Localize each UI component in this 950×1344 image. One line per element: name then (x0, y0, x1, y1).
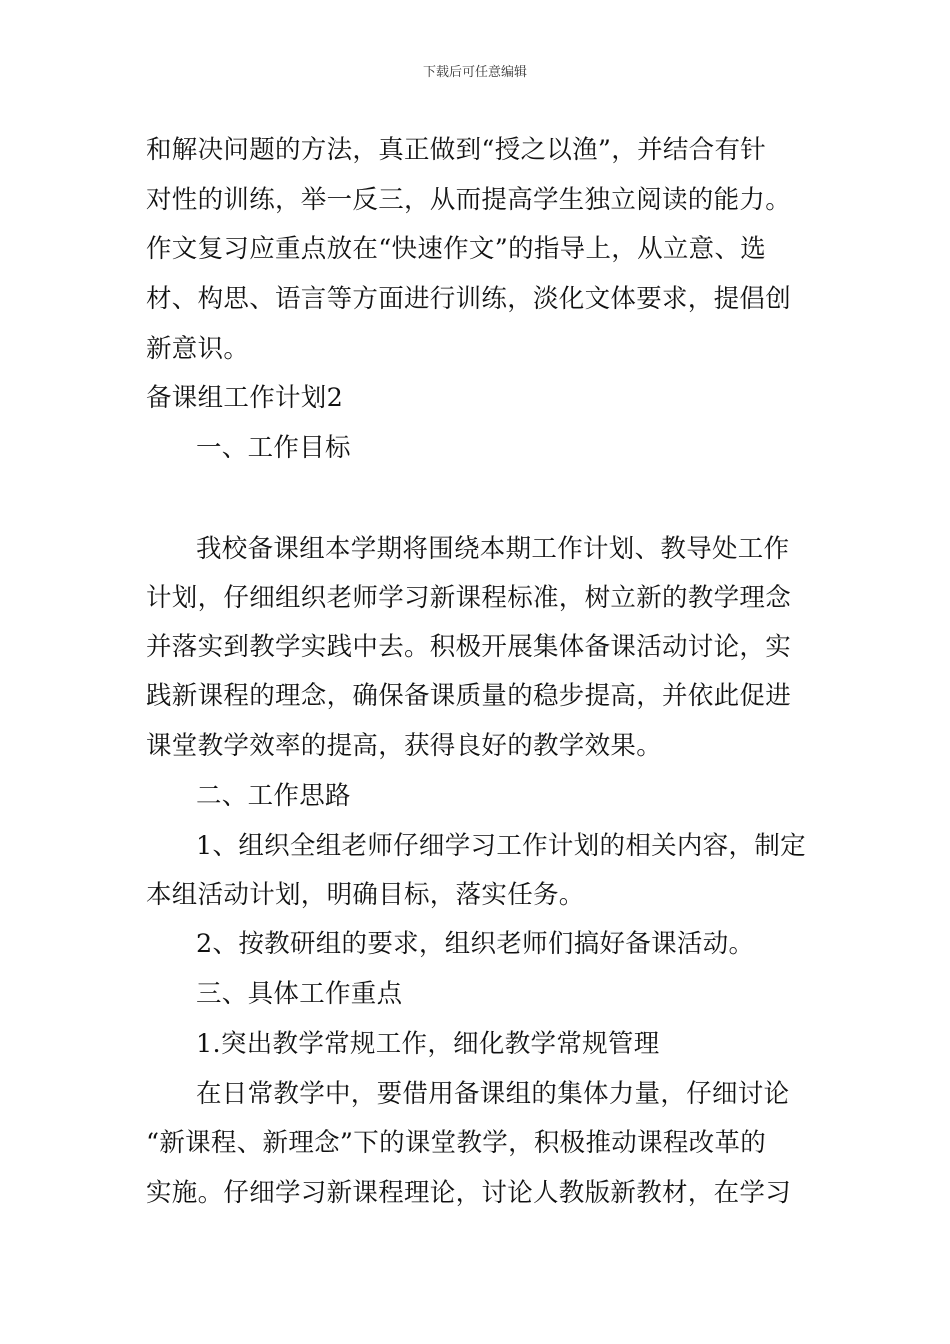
body-line: 计划，仔细组织老师学习新课程标准，树立新的教学理念 (146, 583, 792, 613)
subsection-heading: 1.突出教学常规工作，细化教学常规管理 (196, 1029, 660, 1059)
section-heading: 一、工作目标 (196, 433, 351, 463)
body-line: 和解决问题的方法，真正做到“授之以渔”，并结合有针 (146, 135, 767, 165)
body-line: 践新课程的理念，确保备课质量的稳步提高，并依此促进 (146, 681, 792, 711)
section-title: 备课组工作计划2 (146, 383, 344, 413)
list-item: 1、组织全组老师仔细学习工作计划的相关内容，制定 (196, 831, 806, 861)
body-line: 在日常教学中，要借用备课组的集体力量，仔细讨论 (196, 1079, 790, 1109)
body-line: 并落实到教学实践中去。积极开展集体备课活动讨论，实 (146, 632, 792, 662)
body-line: 实施。仔细学习新课程理论，讨论人教版新教材，在学习 (146, 1178, 792, 1208)
page-header: 下载后可任意编辑 (422, 65, 527, 80)
section-heading: 三、具体工作重点 (196, 979, 403, 1009)
section-heading: 二、工作思路 (196, 781, 351, 811)
body-line: 新意识。 (146, 334, 250, 364)
body-line: 作文复习应重点放在“快速作文”的指导上，从立意、选 (146, 234, 767, 264)
body-line: 对性的训练，举一反三，从而提高学生独立阅读的能力。 (146, 185, 792, 215)
body-line: 我校备课组本学期将围绕本期工作计划、教导处工作 (196, 534, 790, 564)
body-line: 材、构思、语言等方面进行训练，淡化文体要求，提倡创 (146, 284, 792, 314)
list-item: 2、按教研组的要求，组织老师们搞好备课活动。 (196, 929, 755, 959)
body-line: “新课程、新理念”下的课堂教学，积极推动课程改革的 (146, 1128, 767, 1158)
body-line: 本组活动计划，明确目标，落实任务。 (146, 880, 585, 910)
body-line: 课堂教学效率的提高，获得良好的教学效果。 (146, 731, 663, 761)
